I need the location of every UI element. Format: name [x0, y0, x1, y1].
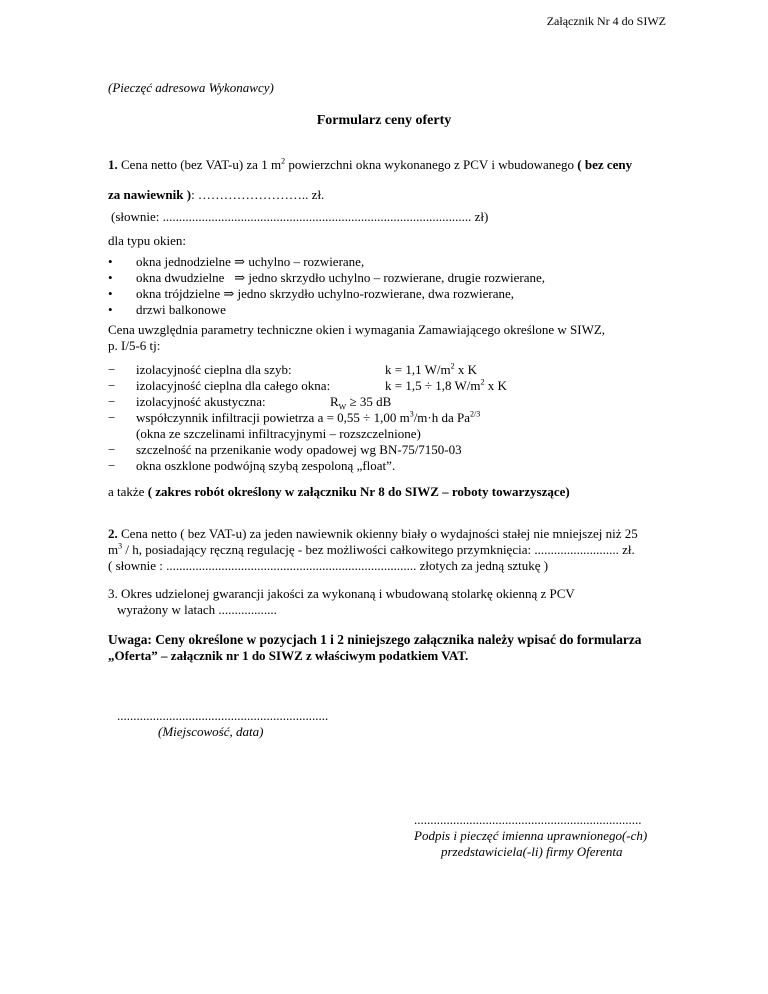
param-value: k = 1,1 $W/m^2$ x K [385, 361, 477, 377]
list-item: • drzwi balkonowe [108, 302, 226, 317]
params-intro-line1: Cena uwzględnia parametry techniczne okien i wymagania Zamawiającego określone w SIWZ, [108, 322, 606, 337]
section2-words-line: ( słownie : ............................................................................. złotych za jedną sztukę ) [108, 558, 549, 573]
list-item: − izolacyjność cieplna dla szyb: [108, 362, 292, 377]
place-date-dots: ................................................................. [117, 708, 329, 723]
section1-line1: 1. Cena netto (bez VAT-u) za 1 $m^2$ powierzchni okna wykonanego z PCV i wbudowanego ( bez ceny [108, 156, 633, 172]
place-date-label: (Miejscowość, data) [158, 724, 264, 739]
note-line1: Uwaga: Ceny określone w pozycjach 1 i 2 niniejszego załącznika należy wpisać do formularza [108, 632, 642, 647]
signature-dots: ...................................................................... [414, 812, 642, 827]
param-value: k = 1,5 ÷ 1,8 $W/m^2$ x K [385, 377, 507, 393]
annex-header: Załącznik Nr 4 do SIWZ [546, 14, 666, 28]
param-note: (okna ze szczelinami infiltracyjnymi – rozszczelnione) [136, 426, 421, 441]
params-intro-line2: p. I/5-6 tj: [108, 338, 161, 353]
section2-line2: $m^3$ / h, posiadający ręczną regulację - bez możliwości całkowitego przymknięcia: .......................... zł. [108, 541, 635, 557]
stamp-label: (Pieczęć adresowa Wykonawcy) [108, 80, 274, 95]
section2-line1: 2. Cena netto ( bez VAT-u) za jeden nawiewnik okienny biały o wydajności stałej nie mniejszej niż 25 [108, 526, 638, 541]
list-item: • okna jednodzielne ⇒ uchylno – rozwierane, [108, 254, 365, 269]
signature-label-line2: przedstawiciela(-li) firmy Oferenta [441, 844, 623, 859]
section1-line2: za nawiewnik ): …………………….. zł. [108, 187, 325, 202]
section3-line2: wyrażony w latach .................. [117, 602, 277, 617]
list-item: − współczynnik infiltracji powietrza a = 0,55 ÷ 1,00 $m^3/m\cdot h$ da $Pa^{2/3}$ [108, 409, 481, 425]
list-item: • okna dwudzielne ⇒ jedno skrzydło uchylno – rozwierane, drugie rozwierane, [108, 270, 546, 285]
list-item: − izolacyjność akustyczna: [108, 394, 266, 409]
list-item: − szczelność na przenikanie wody opadowej wg BN-75/7150-03 [108, 442, 462, 457]
note-line2: „Oferta” – załącznik nr 1 do SIWZ z właściwym podatkiem VAT. [108, 648, 469, 663]
list-item: − okna oszklone podwójną szybą zespoloną „float”. [108, 458, 396, 473]
param-value: $R_W \ge 35$ dB [330, 394, 392, 412]
section1-words-line: (słownie: ............................................................................................... zł) [111, 209, 489, 224]
window-types-label: dla typu okien: [108, 233, 186, 248]
section3-line1: 3. Okres udzielonej gwarancji jakości za wykonaną i wbudowaną stolarkę okienną z PCV [108, 586, 575, 601]
list-item: • okna trójdzielne ⇒ jedno skrzydło uchylno-rozwierane, dwa rozwierane, [108, 286, 514, 301]
also-line: a także ( zakres robót określony w załączniku Nr 8 do SIWZ – roboty towarzyszące) [108, 484, 570, 499]
list-item: − izolacyjność cieplna dla całego okna: [108, 378, 331, 393]
form-title: Formularz ceny oferty [316, 113, 452, 128]
signature-label-line1: Podpis i pieczęć imienna uprawnionego(-ch) [414, 828, 648, 843]
